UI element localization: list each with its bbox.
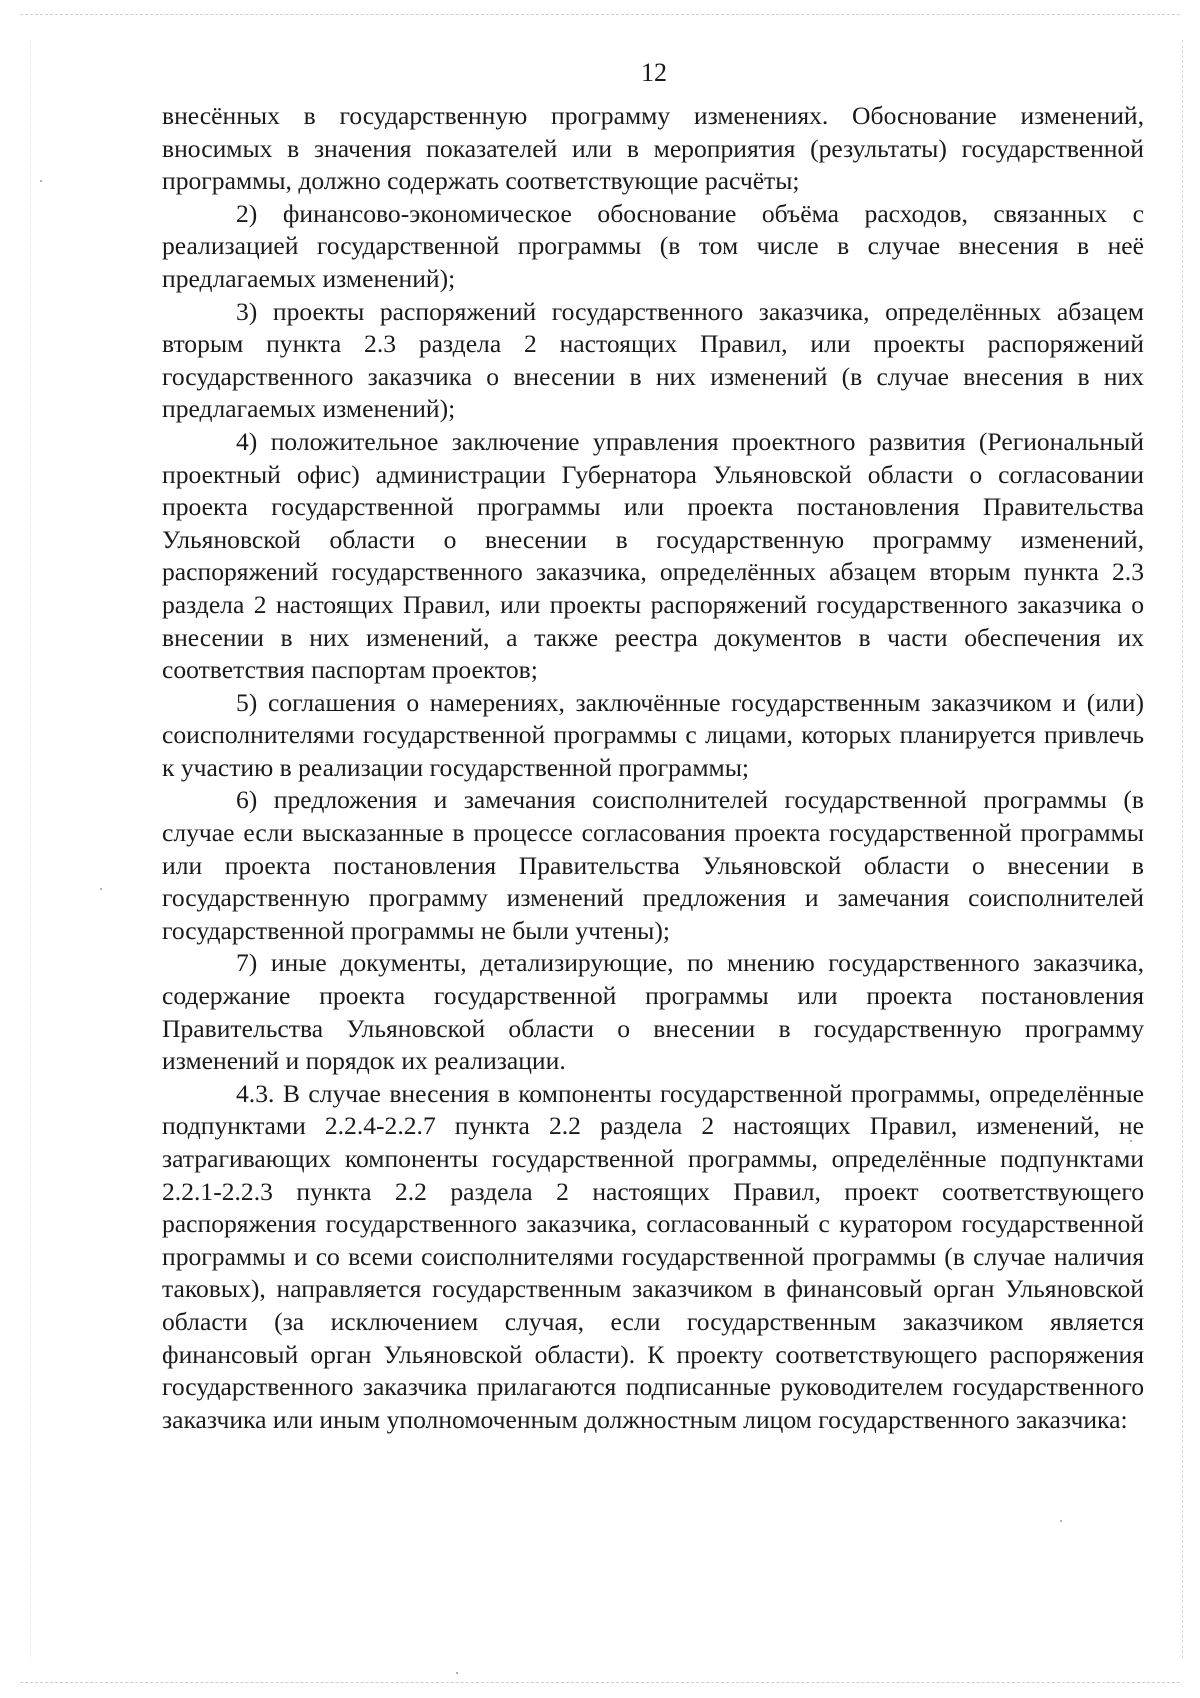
list-item-5: 5) соглашения о намерениях, заключённые государственным заказчиком и (или) соисполнителями государственной программы с лицами, которых планируется привлечь к участию в реализации государственной программы; <box>162 687 1144 782</box>
paragraph-continuation: внесённых в государственную программу изменениях. Обоснование изменений, вносимых в значения показателей или в мероприятия (результаты) государственной программы, должно содержать соответствующие расчёты; <box>162 101 1144 196</box>
scan-edge-bottom <box>20 1682 1180 1683</box>
page-number: 12 <box>641 58 667 87</box>
scan-speck <box>40 180 42 182</box>
document-body <box>162 100 1144 1436</box>
scan-edge-right <box>1182 40 1183 1658</box>
scan-edge-left <box>30 40 31 1658</box>
clause-4-3: 4.3. В случае внесения в компоненты государственной программы, определённые подпунктами 2.2.4-2.2.7 пункта 2.2 раздела 2 настоящих Правил, изменений, не затрагивающих компоненты государственной программы, определённые подпунктами 2.2.1-2.2.3 пункта 2.2 раздела 2 настоящих Правил, проект соответствующего распоряжения государственного заказчика, согласованный с куратором государственной программы и со всеми соисполнителями государственной программы (в случае наличия таковых), направляется государственным заказчиком в финансовый орган Ульяновской области (за исключением случая, если государственным заказчиком является финансовый орган Ульяновской области). К проекту соответствующего распоряжения государственного заказчика прилагаются подписанные руководителем государственного заказчика или иным уполномоченным должностным лицом государственного заказчика: <box>162 1078 1144 1434</box>
list-item-2: 2) финансово-экономическое обоснование объёма расходов, связанных с реализацией государственной программы (в том числе в случае внесения в неё предлагаемых изменений); <box>162 198 1144 293</box>
list-item-6: 6) предложения и замечания соисполнителей государственной программы (в случае если высказанные в процессе согласования проекта государственной программы или проекта постановления Правительства Ульяновской области о внесении в государственную программу изменений предложения и замечания соисполнителей государственной программы не были учтены); <box>162 785 1144 945</box>
scan-edge-top <box>20 14 1180 15</box>
list-item-3: 3) проекты распоряжений государственного заказчика, определённых абзацем вторым пункта 2.3 раздела 2 настоящих Правил, или проекты распоряжений государственного заказчика о внесении в них изменений (в случае внесения в них предлагаемых изменений); <box>162 296 1144 424</box>
scan-speck <box>456 1672 458 1674</box>
scan-speck <box>1060 1520 1062 1522</box>
list-item-4: 4) положительное заключение управления проектного развития (Региональный проектный офис) администрации Губернатора Ульяновской области о согласовании проекта государственной программы или проекта постановления Правительства Ульяновской области о внесении в государственную программу изменений, распоряжений государственного заказчика, определённых абзацем вторым пункта 2.3 раздела 2 настоящих Правил, или проекты распоряжений государственного заказчика о внесении в них изменений, а также реестра документов в части обеспечения их соответствия паспортам проектов; <box>162 426 1144 685</box>
scan-speck <box>100 888 102 890</box>
list-item-7: 7) иные документы, детализирующие, по мнению государственного заказчика, содержание проекта государственной программы или проекта постановления Правительства Ульяновской области о внесении в государственную программу изменений и порядок их реализации. <box>162 948 1144 1076</box>
scan-speck <box>1130 1140 1132 1142</box>
